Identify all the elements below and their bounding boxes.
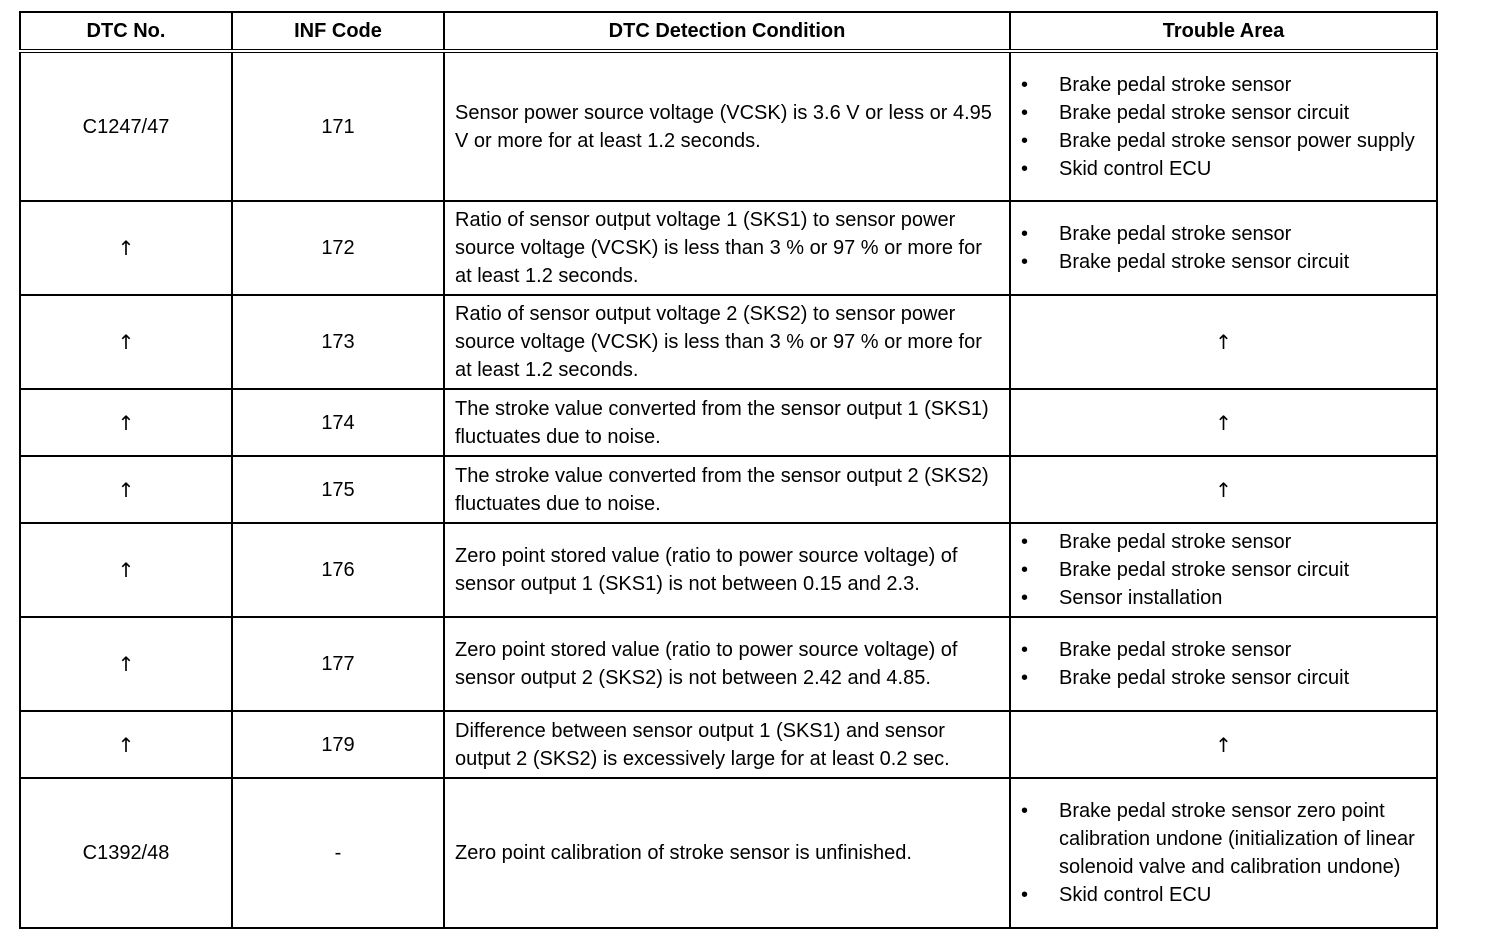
trouble-area-item — [1021, 528, 1426, 556]
detection-condition-cell: Difference between sensor output 1 (SKS1) and sensor output 2 (SKS2) is excessively large for at least 0.2 sec. — [444, 711, 1010, 778]
trouble-area-item — [1021, 556, 1426, 584]
dtc-same-as-above-arrow: ↑ — [20, 389, 232, 456]
dtc-same-as-above-arrow: ↑ — [20, 295, 232, 389]
bullet-icon: • — [1021, 639, 1029, 661]
detection-condition-cell: Zero point stored value (ratio to power source voltage) of sensor output 2 (SKS2) is not between 2.42 and 4.85. — [444, 617, 1010, 711]
inf-code-cell: 173 — [232, 295, 444, 389]
trouble-area-item — [1021, 584, 1426, 612]
trouble-area-text: Brake pedal stroke sensor power supply — [1059, 129, 1415, 152]
inf-code-cell: 179 — [232, 711, 444, 778]
trouble-same-as-above-arrow: ↑ — [1010, 295, 1437, 389]
dtc-same-as-above-arrow: ↑ — [20, 617, 232, 711]
bullet-icon: • — [1021, 884, 1029, 906]
dtc-table — [19, 11, 1438, 929]
detection-condition-cell: The stroke value converted from the sensor output 1 (SKS1) fluctuates due to noise. — [444, 389, 1010, 456]
trouble-area-item — [1021, 220, 1426, 248]
trouble-area-text: Brake pedal stroke sensor circuit — [1059, 667, 1350, 689]
table-row — [20, 617, 1437, 711]
trouble-area-item — [1021, 71, 1426, 99]
trouble-area-text: Brake pedal stroke sensor circuit — [1059, 101, 1350, 124]
bullet-icon: • — [1021, 587, 1029, 609]
dtc-number-cell: C1392/48 — [20, 778, 232, 928]
trouble-area-text: Brake pedal stroke sensor circuit — [1059, 559, 1350, 581]
table-row — [20, 711, 1437, 778]
trouble-area-text: Brake pedal stroke sensor — [1059, 223, 1292, 245]
table-row — [20, 389, 1437, 456]
trouble-area-cell — [1010, 51, 1437, 201]
trouble-area-text: Skid control ECU — [1059, 884, 1212, 906]
detection-condition-cell: Zero point calibration of stroke sensor is unfinished. — [444, 778, 1010, 928]
inf-code-cell: 174 — [232, 389, 444, 456]
trouble-area-item — [1021, 155, 1426, 183]
trouble-same-as-above-arrow: ↑ — [1010, 389, 1437, 456]
bullet-icon: • — [1021, 667, 1029, 689]
dtc-same-as-above-arrow: ↑ — [20, 201, 232, 295]
inf-code-cell: 172 — [232, 201, 444, 295]
detection-condition-cell: Zero point stored value (ratio to power source voltage) of sensor output 1 (SKS1) is not between 0.15 and 2.3. — [444, 523, 1010, 617]
detection-condition-cell: Ratio of sensor output voltage 2 (SKS2) to sensor power source voltage (VCSK) is less than 3 % or 97 % or more for at least 1.2 seconds. — [444, 295, 1010, 389]
dtc-same-as-above-arrow: ↑ — [20, 711, 232, 778]
detection-condition-cell: Sensor power source voltage (VCSK) is 3.6 V or less or 4.95 V or more for at least 1.2 seconds. — [444, 51, 1010, 201]
bullet-icon: • — [1021, 157, 1029, 180]
header-inf-code: INF Code — [232, 12, 444, 51]
dtc-same-as-above-arrow: ↑ — [20, 456, 232, 523]
trouble-area-text: Brake pedal stroke sensor zero point calibration undone (initialization of linear solenoid valve and calibration undone) — [1059, 800, 1415, 878]
trouble-area-text: Brake pedal stroke sensor — [1059, 639, 1292, 661]
bullet-icon: • — [1021, 129, 1029, 152]
trouble-area-list — [1021, 636, 1426, 692]
table-row — [20, 456, 1437, 523]
table-row — [20, 295, 1437, 389]
inf-code-cell: - — [232, 778, 444, 928]
trouble-area-cell — [1010, 617, 1437, 711]
trouble-area-item — [1021, 797, 1426, 881]
trouble-area-item — [1021, 127, 1426, 155]
trouble-area-list — [1021, 71, 1426, 183]
trouble-same-as-above-arrow: ↑ — [1010, 456, 1437, 523]
trouble-area-cell — [1010, 523, 1437, 617]
trouble-area-list — [1021, 797, 1426, 909]
bullet-icon: • — [1021, 73, 1029, 96]
header-detection-condition: DTC Detection Condition — [444, 12, 1010, 51]
trouble-area-item — [1021, 248, 1426, 276]
bullet-icon: • — [1021, 101, 1029, 124]
trouble-area-text: Brake pedal stroke sensor — [1059, 73, 1292, 96]
trouble-area-text: Brake pedal stroke sensor circuit — [1059, 251, 1350, 273]
inf-code-cell: 176 — [232, 523, 444, 617]
trouble-area-cell — [1010, 201, 1437, 295]
header-trouble-area: Trouble Area — [1010, 12, 1437, 51]
table-body — [20, 51, 1437, 928]
table-row — [20, 51, 1437, 201]
dtc-number-cell: C1247/47 — [20, 51, 232, 201]
trouble-area-item — [1021, 636, 1426, 664]
trouble-area-item — [1021, 664, 1426, 692]
bullet-icon: • — [1021, 531, 1029, 553]
trouble-area-item — [1021, 99, 1426, 127]
header-row — [20, 12, 1437, 51]
bullet-icon: • — [1021, 800, 1029, 822]
trouble-same-as-above-arrow: ↑ — [1010, 711, 1437, 778]
trouble-area-text: Sensor installation — [1059, 587, 1223, 609]
detection-condition-cell: The stroke value converted from the sensor output 2 (SKS2) fluctuates due to noise. — [444, 456, 1010, 523]
trouble-area-text: Skid control ECU — [1059, 157, 1212, 180]
trouble-area-list — [1021, 220, 1426, 276]
trouble-area-item — [1021, 881, 1426, 909]
inf-code-cell: 177 — [232, 617, 444, 711]
bullet-icon: • — [1021, 559, 1029, 581]
trouble-area-text: Brake pedal stroke sensor — [1059, 531, 1292, 553]
inf-code-cell: 175 — [232, 456, 444, 523]
table-row — [20, 778, 1437, 928]
bullet-icon: • — [1021, 223, 1029, 245]
table-row — [20, 523, 1437, 617]
bullet-icon: • — [1021, 251, 1029, 273]
trouble-area-cell — [1010, 778, 1437, 928]
header-dtc-no: DTC No. — [20, 12, 232, 51]
inf-code-cell: 171 — [232, 51, 444, 201]
trouble-area-list — [1021, 528, 1426, 612]
table-row — [20, 201, 1437, 295]
dtc-same-as-above-arrow: ↑ — [20, 523, 232, 617]
detection-condition-cell: Ratio of sensor output voltage 1 (SKS1) to sensor power source voltage (VCSK) is less than 3 % or 97 % or more for at least 1.2 seconds. — [444, 201, 1010, 295]
